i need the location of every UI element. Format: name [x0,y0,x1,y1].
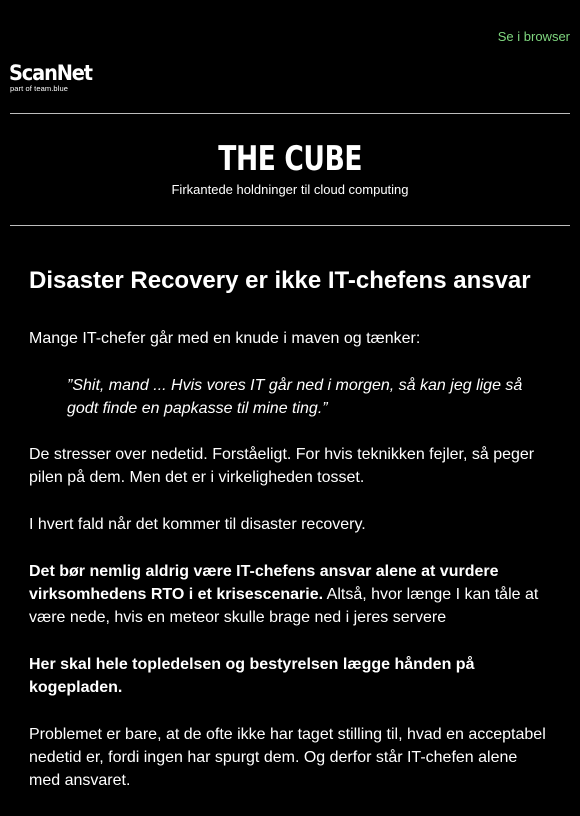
newsletter-tagline: Firkantede holdninger til cloud computing [171,182,409,197]
logo-subtitle: part of team.blue [10,84,68,93]
masthead [0,140,580,197]
article-headline: Disaster Recovery er ikke IT-chefens ansvar [29,267,531,294]
article-quote: ”Shit, mand ... Hvis vores IT går ned i morgen, så kan jeg lige så godt finde en papkasse til mine ting.” [67,377,523,417]
divider-top [10,113,570,114]
paragraph-problem: Problemet er bare, at de ofte ikke har taget stilling til, hvad en acceptabel nedetid er, fordi ingen har spurgt dem. Og derfor står IT-chefen alene med ansvaret. [29,726,546,789]
newsletter-title: THE CUBE [218,139,362,179]
scannet-logo[interactable] [9,62,99,93]
leadership-emphasis: Her skal hele topledelsen og bestyrelsen lægge hånden på kogepladen. [29,656,475,696]
rto-explanation: Altså, hvor længe I kan tåle at være nede, hvis en meteor skulle brage ned i jeres servere [29,586,539,626]
top-bar [498,29,570,44]
paragraph-stress: De stresser over nedetid. Forståeligt. For hvis teknikken fejler, så peger pilen på dem. Men det er i virkeligheden tosset. [29,446,535,486]
paragraph-leadership [29,653,551,699]
paragraph-rto [29,560,551,629]
paragraph-disaster-recovery: I hvert fald når det kommer til disaster recovery. [29,516,366,533]
rto-emphasis: Det bør nemlig aldrig være IT-chefens ansvar alene at vurdere virksomhedens RTO i et krisescenarie. [29,563,499,603]
view-in-browser-link[interactable]: Se i browser [497,29,570,44]
paragraph-intro: Mange IT-chefer går med en knude i maven og tænker: [29,330,421,347]
article-body [29,262,551,816]
divider-bottom [10,225,570,226]
logo-name: ScanNet [9,61,92,85]
